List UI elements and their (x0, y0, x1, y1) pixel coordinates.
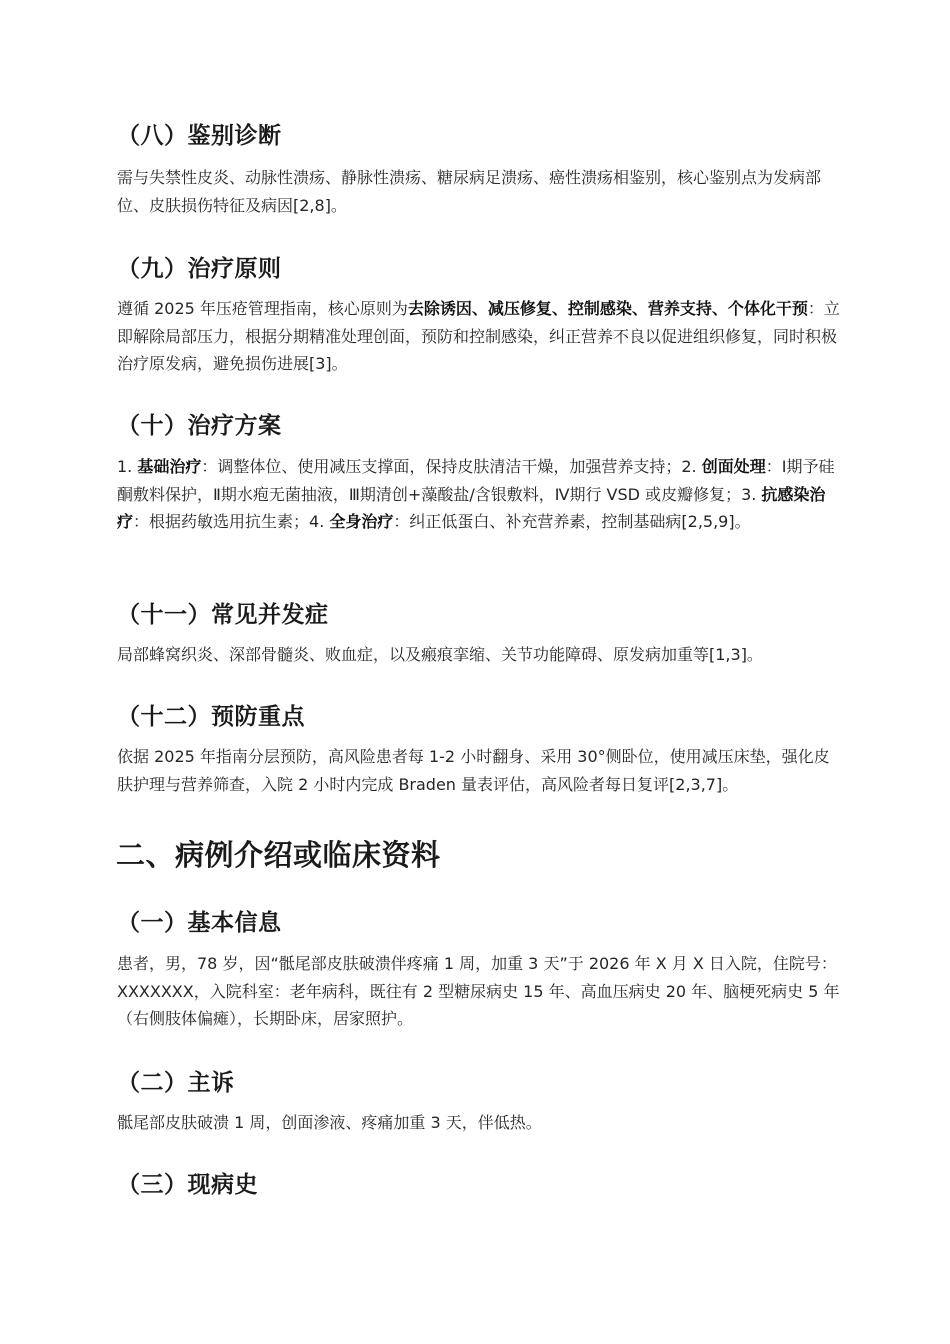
plan-bold-anti-infection: 抗感染治疗 (117, 484, 826, 531)
section-text-complications: 局部蜂窝织炎、深部骨髓炎、败血症，以及瘢痕挛缩、关节功能障碍、原发病加重等[1,3]。 (117, 645, 763, 664)
section-text-basic-info: 患者，男，78 岁，因“骶尾部皮肤破溃伴疼痛 1 周，加重 3 天”于 2026 年 X 月 X 日入院，住院号：XXXXXXX，入院科室：老年病科，既往有 2 型糖尿病史 15 年、高血压病史 20 年、脑梗死病史 5 年（右侧肢体偏瘫），长期卧床，居家照护。 (117, 954, 840, 1028)
plan-text-3: ：Ⅰ期予硅酮敷料保护，Ⅱ期水疱无菌抽液，Ⅲ期清创+藻酸盐/含银敷料，Ⅳ期行 VSD 或皮瓣修复；3. (117, 457, 835, 504)
section-heading-basic-info: （一）基本信息 (117, 910, 282, 936)
section-text-prevention: 依据 2025 年指南分层预防，高风险患者每 1-2 小时翻身、采用 30°侧卧位，使用减压床垫，强化皮肤护理与营养筛查，入院 2 小时内完成 Braden 量表评估，高风险者每日复评[2,3,7]。 (117, 747, 830, 794)
principle-prefix: 遵循 2025 年压疮管理指南，核心原则为 (117, 299, 408, 318)
plan-text-5: ：纠正低蛋白、补充营养素，控制基础病[2,5,9]。 (393, 512, 751, 531)
section-heading-present-illness: （三）现病史 (117, 1172, 258, 1198)
principle-suffix: ：立即解除局部压力，根据分期精准处理创面，预防和控制感染，纠正营养不良以促进组织修复，同时积极治疗原发病，避免损伤进展[3]。 (117, 299, 840, 373)
section-text-treatment-plan (117, 453, 842, 536)
plan-bold-systemic: 全身治疗 (329, 512, 394, 531)
section-heading-treatment-plan: （十）治疗方案 (117, 413, 282, 439)
section-text-chief-complaint: 骶尾部皮肤破溃 1 周，创面渗液、疼痛加重 3 天，伴低热。 (117, 1113, 542, 1132)
plan-bold-basic: 基础治疗 (137, 457, 202, 476)
section-heading-prevention: （十二）预防重点 (117, 704, 305, 730)
section-heading-treatment-principle: （九）治疗原则 (117, 256, 282, 282)
plan-text-2: ：调整体位、使用减压支撑面，保持皮肤清洁干燥，加强营养支持；2. (201, 457, 702, 476)
section-text-differential-diagnosis: 需与失禁性皮炎、动脉性溃疡、静脉性溃疡、糖尿病足溃疡、癌性溃疡相鉴别，核心鉴别点为发病部位、皮肤损伤特征及病因[2,8]。 (117, 168, 822, 215)
principle-bold: 去除诱因、减压修复、控制感染、营养支持、个体化干预 (407, 299, 808, 318)
section-heading-complications: （十一）常见并发症 (117, 602, 329, 628)
section-heading-differential-diagnosis: （八）鉴别诊断 (117, 123, 282, 149)
part-heading-case-introduction: 二、病例介绍或临床资料 (116, 838, 441, 872)
section-heading-chief-complaint: （二）主诉 (117, 1070, 235, 1096)
plan-text-1: 1. (117, 457, 138, 476)
plan-bold-wound: 创面处理 (701, 457, 766, 476)
plan-text-4: ：根据药敏选用抗生素；4. (133, 512, 330, 531)
section-text-treatment-principle (117, 295, 842, 378)
